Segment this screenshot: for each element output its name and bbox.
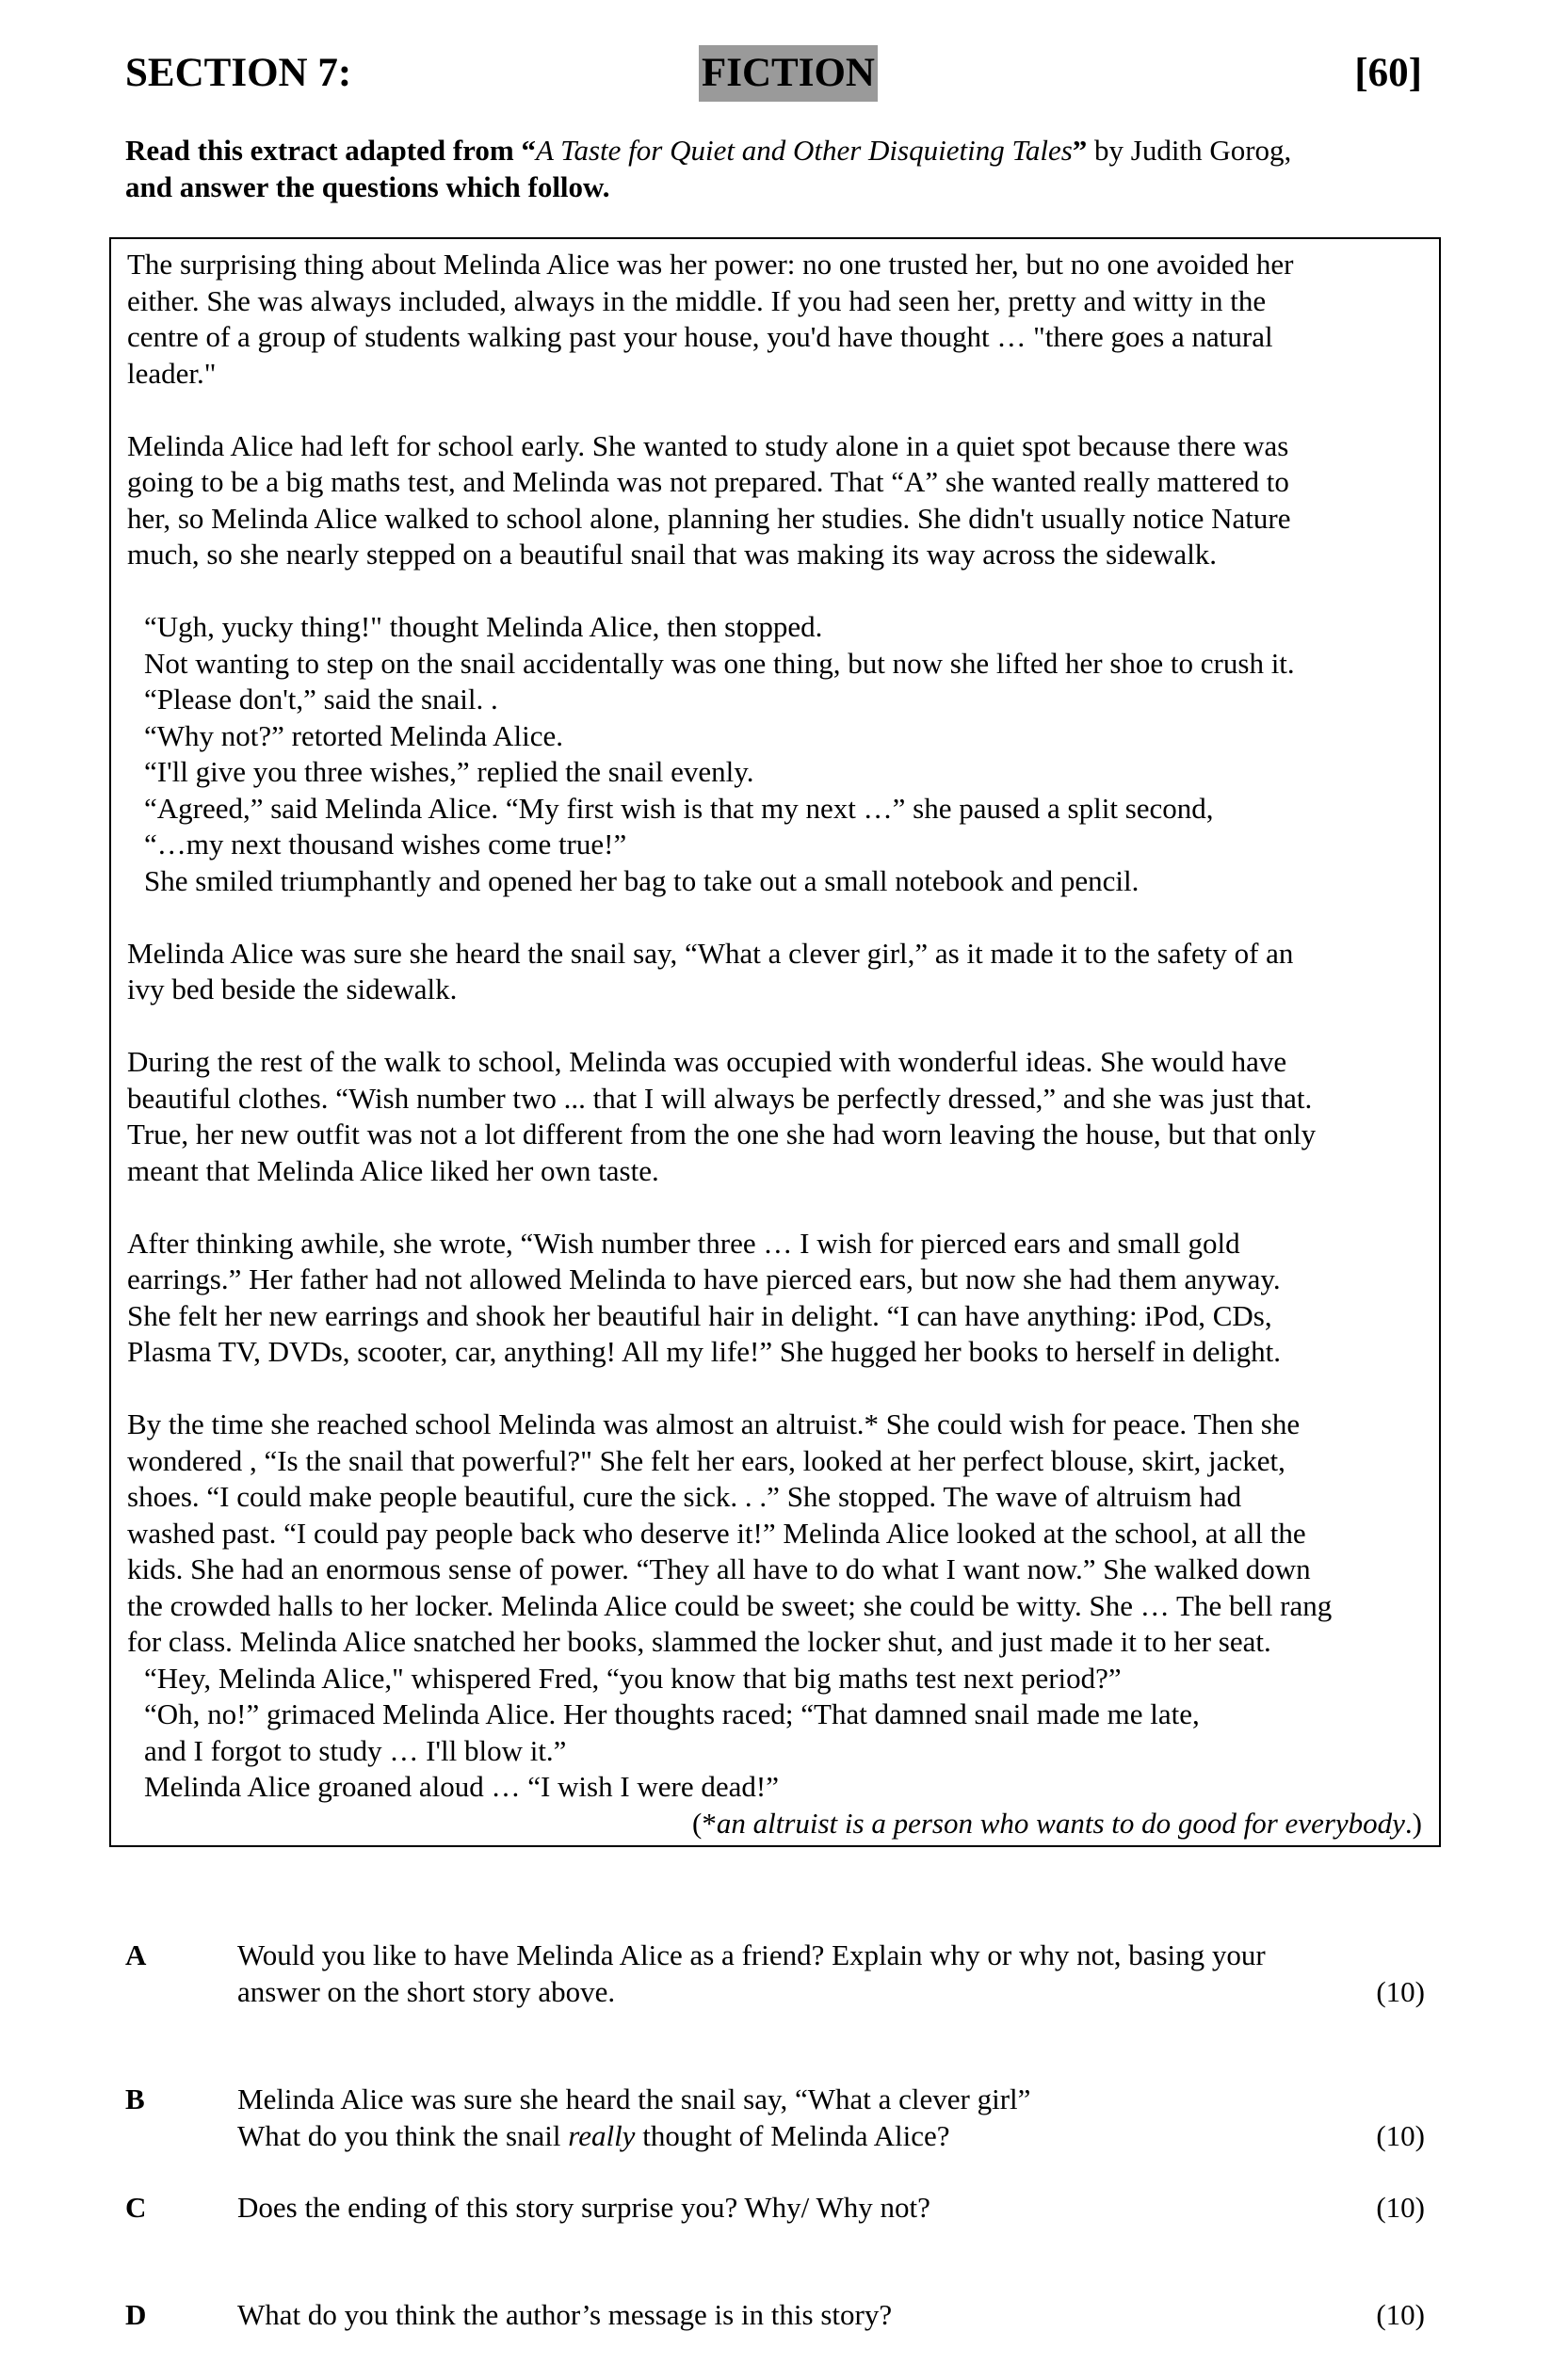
instructions (125, 132, 1434, 205)
text-line: going to be a big maths test, and Melinda was not prepared. That “A” she wanted really mattered to (127, 465, 1289, 498)
dialogue-line: “…my next thousand wishes come true!” (144, 828, 627, 860)
question-letter: A (125, 1938, 147, 1971)
intro-lead: Read this extract adapted from “ (125, 134, 536, 167)
text-line: her, so Melinda Alice walked to school alone, planning her studies. She didn't usually notice Nature (127, 501, 1291, 535)
story-extract (109, 237, 1441, 1847)
intro-close-quote: ” (1072, 134, 1088, 167)
text-line: beautiful clothes. “Wish number two ... that I will always be perfectly dressed,” and she was just that. (127, 1081, 1313, 1115)
question-marks: (10) (1376, 2191, 1425, 2224)
question-text: What do you think the snail (237, 2118, 569, 2152)
question-marks: (10) (1376, 2298, 1425, 2331)
paragraph-5 (127, 1226, 1422, 1371)
dialogue-line: “Agreed,” said Melinda Alice. “My first wish is that my next …” she paused a split second, (144, 791, 1214, 825)
text-line: leader." (127, 356, 217, 390)
dialogue-line: Not wanting to step on the snail accidentally was one thing, but now she lifted her shoe to crush it. (144, 646, 1295, 680)
paragraph-4 (127, 1044, 1422, 1189)
text-line: Plasma TV, DVDs, scooter, car, anything! All my life!” She hugged her books to herself in delight. (127, 1335, 1281, 1368)
paragraph-3 (127, 936, 1422, 1008)
dialogue-line: “Oh, no!” grimaced Melinda Alice. Her thoughts raced; “That damned snail made me late, (144, 1697, 1200, 1730)
question-b (125, 2082, 1425, 2154)
dialogue-line: “Ugh, yucky thing!" thought Melinda Alice, then stopped. (144, 610, 823, 643)
section-label: SECTION 7: (125, 51, 352, 95)
dialogue-1 (127, 609, 1422, 899)
footnote-close: .) (1404, 1806, 1422, 1840)
section-title: FICTION (699, 45, 878, 102)
book-title: A Taste for Quiet and Other Disquieting Tales (535, 134, 1073, 167)
question-text: Melinda Alice was sure she heard the snail say, “What a clever girl” (237, 2082, 1031, 2115)
dialogue-line: She smiled triumphantly and opened her bag to take out a small notebook and pencil. (144, 863, 1140, 897)
question-marks: (10) (1376, 2118, 1425, 2152)
footnote-open: (* (692, 1806, 717, 1840)
footnote-text: an altruist is a person who wants to do good for everybody (716, 1806, 1405, 1840)
question-text: What do you think the author’s message is in this story? (237, 2298, 893, 2331)
text-line: ivy bed beside the sidewalk. (127, 973, 458, 1005)
question-text: Does the ending of this story surprise you? Why/ Why not? (237, 2191, 930, 2224)
question-letter: B (125, 2082, 145, 2115)
question-text: Would you like to have Melinda Alice as a friend? Explain why or why not, basing your (237, 1938, 1266, 1971)
text-line: much, so she nearly stepped on a beautiful snail that was making its way across the sidewalk. (127, 538, 1218, 571)
author: by Judith Gorog, (1087, 134, 1292, 167)
text-line: shoes. “I could make people beautiful, cure the sick. . .” She stopped. The wave of altruism had (127, 1480, 1242, 1513)
question-text: thought of Melinda Alice? (635, 2118, 950, 2152)
question-d (125, 2297, 1425, 2334)
dialogue-line: “Why not?” retorted Melinda Alice. (144, 718, 564, 752)
section-marks: [60] (1354, 51, 1422, 95)
text-line: for class. Melinda Alice snatched her books, slammed the locker shut, and just made it to her seat. (127, 1625, 1271, 1658)
dialogue-line: “Hey, Melinda Alice," whispered Fred, “you know that big maths test next period?” (144, 1661, 1122, 1695)
text-line: the crowded halls to her locker. Melinda Alice could be sweet; she could be witty. She … The bell rang (127, 1588, 1333, 1622)
dialogue-line: “I'll give you three wishes,” replied the snail evenly. (144, 755, 754, 788)
text-line: Melinda Alice had left for school early. She wanted to study alone in a quiet spot because there was (127, 428, 1289, 462)
question-text: answer on the short story above. (237, 1974, 616, 2008)
text-line: wondered , “Is the snail that powerful?" She felt her ears, looked at her perfect blouse, skirt, jacket, (127, 1443, 1285, 1477)
question-letter: D (125, 2298, 147, 2331)
paragraph-2 (127, 428, 1422, 573)
paragraph-6 (127, 1407, 1422, 1661)
dialogue-line: and I forgot to study … I'll blow it.” (144, 1733, 567, 1767)
text-line: The surprising thing about Melinda Alice was her power: no one trusted her, but no one avoided her (127, 248, 1294, 281)
dialogue-2 (127, 1661, 1422, 1806)
paragraph-1 (127, 247, 1422, 392)
question-letter: C (125, 2191, 147, 2224)
text-line: Melinda Alice was sure she heard the snail say, “What a clever girl,” as it made it to the safety of an (127, 936, 1294, 970)
question-marks: (10) (1376, 1974, 1425, 2008)
dialogue-line: “Please don't,” said the snail. . (144, 683, 498, 716)
intro-line-2: and answer the questions which follow. (125, 170, 610, 203)
text-line: She felt her new earrings and shook her beautiful hair in delight. “I can have anything: iPod, CDs, (127, 1298, 1272, 1332)
text-line: centre of a group of students walking past your house, you'd have thought … "there goes a natural (127, 320, 1273, 353)
question-emphasis: really (568, 2118, 636, 2152)
text-line: After thinking awhile, she wrote, “Wish number three … I wish for pierced ears and small gold (127, 1226, 1240, 1260)
text-line: kids. She had an enormous sense of power. “They all have to do what I want now.” She walked down (127, 1552, 1311, 1585)
question-a (125, 1938, 1425, 2010)
text-line: True, her new outfit was not a lot different from the one she had worn leaving the house, but that only (127, 1118, 1317, 1150)
text-line: washed past. “I could pay people back who deserve it!” Melinda Alice looked at the school, at all the (127, 1516, 1306, 1550)
dialogue-line: Melinda Alice groaned aloud … “I wish I were dead!” (144, 1770, 779, 1803)
text-line: meant that Melinda Alice liked her own taste. (127, 1153, 659, 1187)
text-line: earrings.” Her father had not allowed Melinda to have pierced ears, but now she had them anyway. (127, 1262, 1281, 1295)
question-c (125, 2190, 1425, 2227)
footnote (127, 1806, 1422, 1842)
text-line: either. She was always included, always in the middle. If you had seen her, pretty and witty in the (127, 283, 1267, 317)
text-line: During the rest of the walk to school, Melinda was occupied with wonderful ideas. She would have (127, 1045, 1287, 1078)
text-line: By the time she reached school Melinda was almost an altruist.* She could wish for peace. Then she (127, 1407, 1301, 1440)
